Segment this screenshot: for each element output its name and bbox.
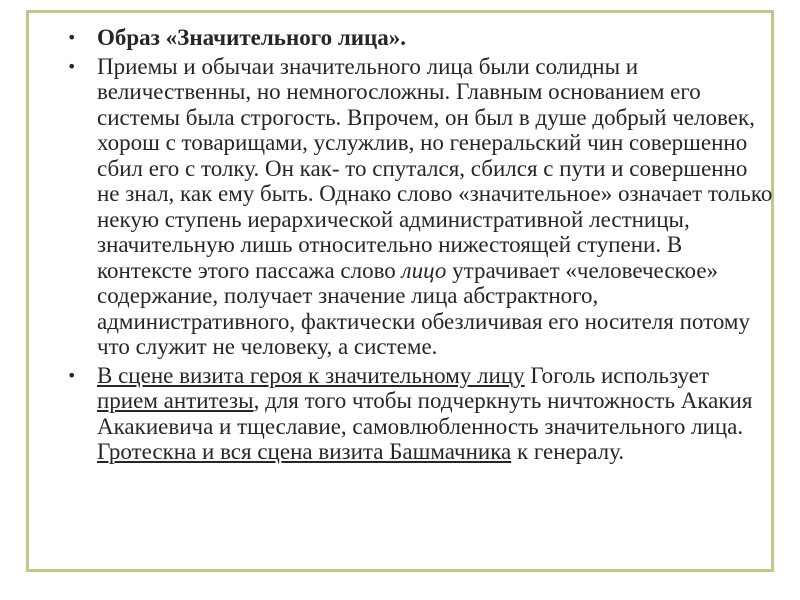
slide-title: Образ «Значительного лица». [97, 25, 406, 50]
paragraph-text-before: Приемы и обычаи значительного лица были солидны и величественны, но немногосложны. Главным основанием его системы была строгость. Впрочем, он был в душе добрый человек, хорош с товарищами, услужлив, но генеральский чин совершенно сбил его с толку. Он как- то спутался, сбился с пути и совершенно не знал, как ему быть. Однако слово «значительное» означает только некую ступень иерархической административной лестницы, значительную лишь относительно нижестоящей ступени. В контексте этого пассажа слово [97, 53, 773, 283]
bullet-item-title [67, 25, 775, 51]
scene-text-2: , для того чтобы подчеркнуть ничтожность Акакия Акакиевича и тщеславие, самовлюбленность значительного лица. [97, 388, 753, 439]
paragraph-text-after: утрачивает «человеческое» содержание, получает значение лица абстрактного, административного, фактически обезличивая его носителя потому что служит не человеку, а системе. [97, 257, 750, 359]
bullet-item-description [67, 54, 775, 360]
underlined-phrase-antithesis: прием антитезы [97, 388, 254, 413]
italic-word: лицо [401, 257, 447, 283]
slide-frame [26, 10, 774, 572]
bullet-item-scene [67, 363, 775, 465]
underlined-phrase-scene: В сцене визита героя к значительному лицу [97, 362, 525, 388]
bullet-icon: • [67, 365, 77, 385]
slide-content [67, 25, 775, 468]
scene-text-1: Гоголь использует [524, 362, 710, 388]
bullet-icon: • [67, 56, 77, 76]
bullet-icon: • [67, 28, 77, 47]
underlined-phrase-grotesque: Гротескна и вся сцена визита Башмачника [97, 439, 512, 464]
scene-text-3: к генералу. [511, 439, 625, 464]
